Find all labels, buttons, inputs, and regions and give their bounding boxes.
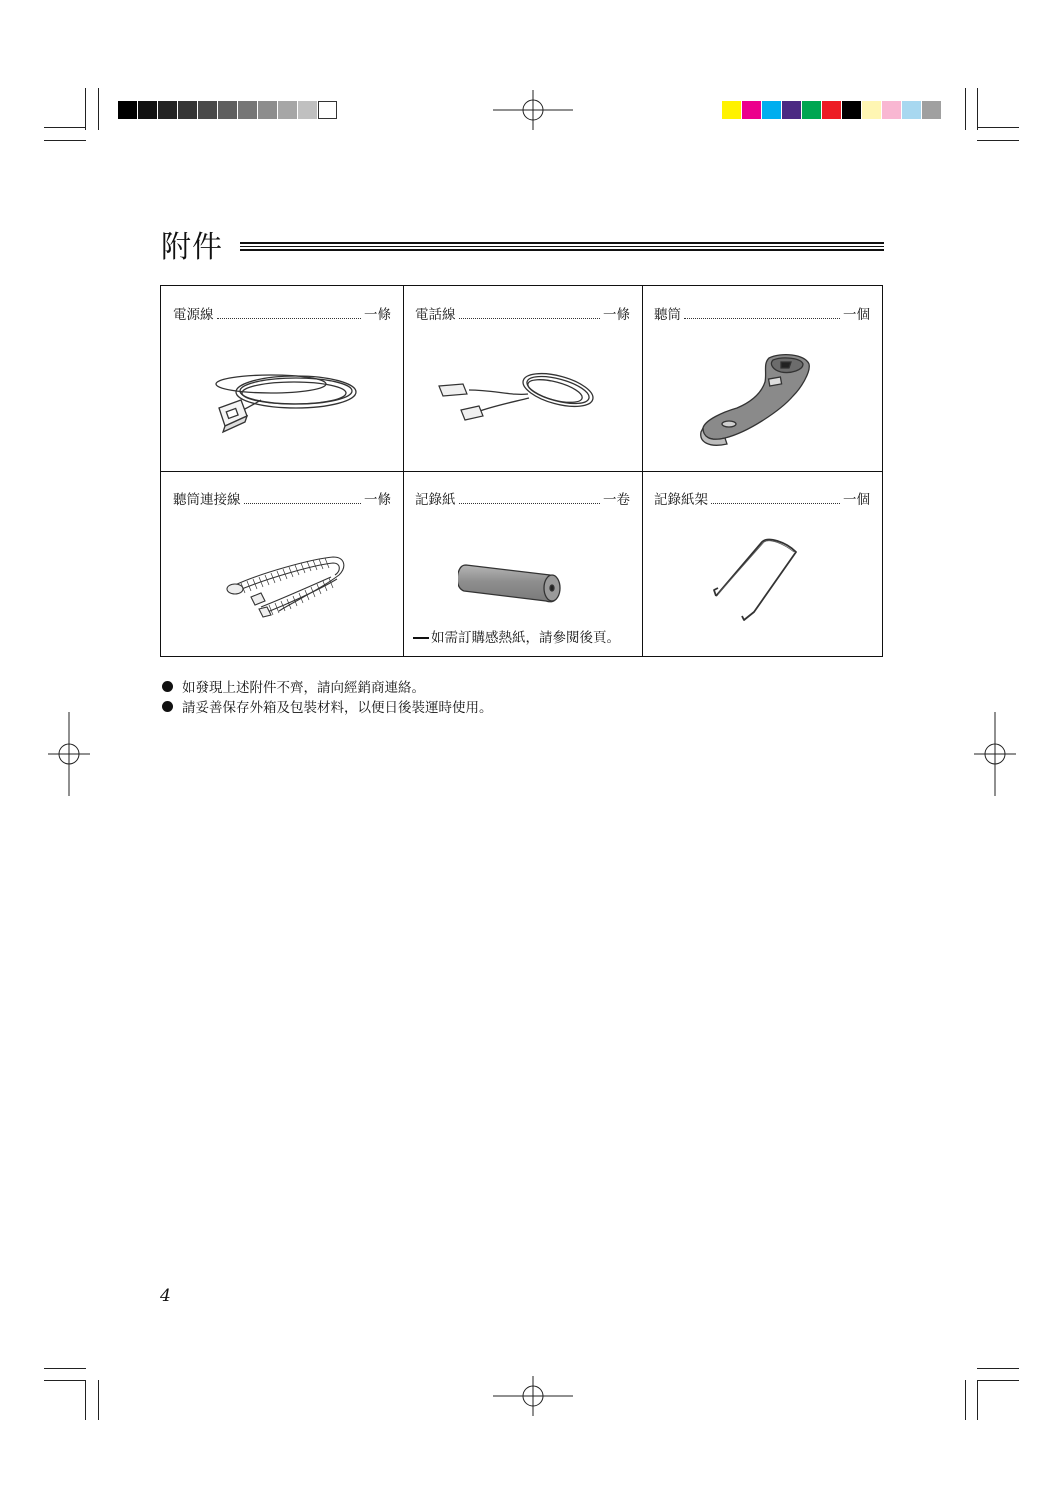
leader-dots: [244, 491, 362, 504]
crop-mark: [965, 88, 966, 130]
color-swatch: [258, 101, 277, 119]
crop-mark: [977, 1380, 1019, 1381]
color-swatch: [178, 101, 197, 119]
accessory-quantity: 一條: [364, 492, 391, 508]
crop-mark: [44, 1380, 86, 1381]
accessory-quantity: 一條: [364, 307, 391, 323]
color-swatch: [298, 101, 317, 119]
accessory-quantity: 一個: [843, 492, 870, 508]
accessory-name: 聽筒: [654, 307, 681, 323]
color-swatch: [742, 101, 761, 119]
page-number: 4: [160, 1286, 171, 1306]
color-swatch: [218, 101, 237, 119]
crop-mark: [98, 88, 99, 130]
color-swatch: [198, 101, 217, 119]
crop-mark: [44, 140, 86, 141]
notice-text: 請妥善保存外箱及包裝材料，以便日後裝運時使用。: [182, 700, 493, 716]
color-swatch: [862, 101, 881, 119]
paper-order-note: [413, 626, 620, 646]
color-swatch: [782, 101, 801, 119]
grayscale-color-bar: [118, 101, 338, 119]
accessory-cell-power-cord: [161, 286, 403, 471]
accessory-name: 記錄紙: [415, 492, 456, 508]
coiled-handset-cord-icon: [221, 553, 351, 633]
color-swatch: [158, 101, 177, 119]
color-swatch: [902, 101, 921, 119]
accessory-name: 電話線: [415, 307, 456, 323]
handset-icon: [697, 348, 827, 448]
note-dash: [413, 637, 429, 639]
accessory-cell-recording-paper: [403, 471, 642, 656]
crop-mark: [965, 1380, 966, 1420]
crop-mark: [977, 88, 978, 130]
registration-mark-icon: [493, 90, 573, 130]
color-swatch: [318, 101, 337, 119]
paper-holder-icon: [710, 536, 810, 636]
color-swatch: [138, 101, 157, 119]
page-title: 附件: [161, 230, 223, 265]
color-swatch: [118, 101, 137, 119]
accessory-cell-handset-cord: [161, 471, 403, 656]
leader-dots: [459, 306, 601, 319]
accessory-name: 電源線: [173, 307, 214, 323]
crop-mark: [85, 88, 86, 130]
crop-mark: [977, 140, 1019, 141]
color-swatch: [762, 101, 781, 119]
list-item: [162, 676, 493, 696]
leader-dots: [684, 306, 840, 319]
leader-dots: [217, 306, 362, 319]
list-item: [162, 696, 493, 716]
leader-dots: [459, 491, 601, 504]
color-swatch: [802, 101, 821, 119]
registration-mark-icon: [48, 712, 90, 796]
bullet-icon: [162, 681, 173, 692]
accessory-cell-handset: [642, 286, 882, 471]
notice-list: [162, 676, 493, 716]
accessory-quantity: 一個: [843, 307, 870, 323]
registration-mark-icon: [493, 1376, 573, 1416]
color-swatch: [278, 101, 297, 119]
accessory-quantity: 一卷: [603, 492, 630, 508]
accessory-cell-paper-holder: [642, 471, 882, 656]
note-text: 如需訂購感熱紙，請參閱後頁。: [431, 630, 620, 646]
color-swatch: [238, 101, 257, 119]
crop-mark: [977, 1380, 978, 1420]
accessory-cell-telephone-line: [403, 286, 642, 471]
telephone-line-icon: [433, 366, 603, 436]
bullet-icon: [162, 701, 173, 712]
process-color-bar: [722, 101, 942, 119]
title-double-rule: [240, 242, 884, 251]
crop-mark: [98, 1380, 99, 1420]
crop-mark: [44, 127, 86, 128]
paper-roll-icon: [458, 551, 568, 611]
crop-mark: [85, 1380, 86, 1420]
accessory-name: 記錄紙架: [654, 492, 708, 508]
color-swatch: [922, 101, 941, 119]
color-swatch: [822, 101, 841, 119]
color-swatch: [882, 101, 901, 119]
power-cord-icon: [201, 364, 361, 434]
crop-mark: [44, 1368, 86, 1369]
leader-dots: [711, 491, 840, 504]
crop-mark: [977, 1368, 1019, 1369]
registration-mark-icon: [974, 712, 1016, 796]
accessory-grid: [160, 285, 883, 657]
crop-mark: [977, 127, 1019, 128]
notice-text: 如發現上述附件不齊，請向經銷商連絡。: [182, 680, 425, 696]
color-swatch: [722, 101, 741, 119]
accessory-quantity: 一條: [603, 307, 630, 323]
color-swatch: [842, 101, 861, 119]
accessory-name: 聽筒連接線: [173, 492, 241, 508]
